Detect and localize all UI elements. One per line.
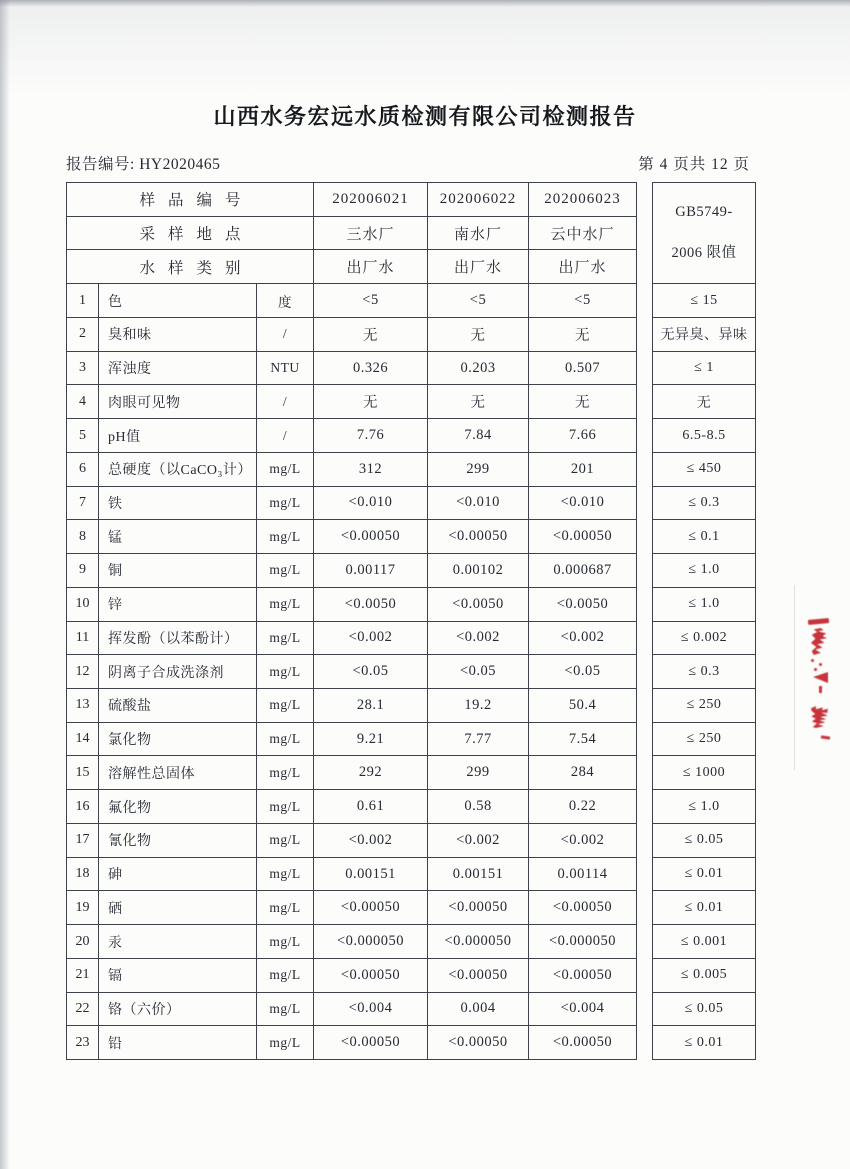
unit-cell: mg/L (257, 689, 314, 723)
parameter-name-cell: 氟化物 (99, 790, 257, 824)
row-number-cell: 19 (67, 891, 99, 925)
limit-value-cell: ≤ 0.1 (653, 520, 756, 554)
result-value-cell: 0.61 (314, 790, 428, 824)
row-number-cell: 15 (67, 756, 99, 790)
limit-value-cell: ≤ 0.01 (653, 858, 756, 892)
result-value-cell: <0.0050 (314, 588, 428, 622)
parameter-name-cell: 镉 (99, 959, 257, 993)
result-value-cell: 无 (314, 318, 428, 352)
limit-value-cell: 无异臭、异味 (653, 318, 756, 352)
result-value-cell: 0.22 (529, 790, 637, 824)
result-value-cell: <0.010 (529, 487, 637, 521)
result-value-cell: <0.000050 (529, 925, 637, 959)
parameter-name-cell: 汞 (99, 925, 257, 959)
parameter-name-cell: 砷 (99, 858, 257, 892)
result-value-cell: <0.00050 (428, 1026, 529, 1060)
parameter-name-cell: 肉眼可见物 (99, 385, 257, 419)
row-number-cell: 5 (67, 419, 99, 453)
page-indicator: 第 4 页共 12 页 (638, 156, 750, 173)
result-value-cell: 0.00151 (428, 858, 529, 892)
unit-cell: mg/L (257, 756, 314, 790)
result-value-cell: <5 (428, 284, 529, 318)
header-sample-cell: 三水厂 (314, 217, 428, 251)
limit-value-cell: ≤ 0.3 (653, 487, 756, 521)
parameter-name-cell: 铜 (99, 554, 257, 588)
result-value-cell: <0.002 (428, 622, 529, 656)
header-sample-cell: 云中水厂 (529, 217, 637, 251)
result-value-cell: 0.00151 (314, 858, 428, 892)
row-number-cell: 14 (67, 723, 99, 757)
result-value-cell: <0.00050 (529, 959, 637, 993)
result-value-cell: 0.00102 (428, 554, 529, 588)
row-number-cell: 22 (67, 993, 99, 1027)
row-number-cell: 21 (67, 959, 99, 993)
row-number-cell: 2 (67, 318, 99, 352)
report-meta-row (66, 152, 765, 174)
limit-value-cell: ≤ 0.3 (653, 655, 756, 689)
limit-value-cell: ≤ 450 (653, 453, 756, 487)
result-value-cell: 7.54 (529, 723, 637, 757)
unit-cell: mg/L (257, 622, 314, 656)
scan-crease-line (794, 585, 795, 770)
parameter-name-cell: 锌 (99, 588, 257, 622)
result-value-cell: <0.00050 (314, 959, 428, 993)
unit-cell: mg/L (257, 959, 314, 993)
row-number-cell: 16 (67, 790, 99, 824)
limit-value-cell: ≤ 1.0 (653, 790, 756, 824)
result-value-cell: <0.002 (529, 824, 637, 858)
result-value-cell: 299 (428, 756, 529, 790)
result-value-cell: <0.004 (314, 993, 428, 1027)
result-value-cell: <0.00050 (314, 520, 428, 554)
unit-cell: mg/L (257, 1026, 314, 1060)
limit-value-cell: ≤ 0.005 (653, 959, 756, 993)
result-value-cell: <0.002 (428, 824, 529, 858)
result-value-cell: 284 (529, 756, 637, 790)
result-value-cell: <0.000050 (314, 925, 428, 959)
parameter-name-cell: 浑浊度 (99, 352, 257, 386)
result-value-cell: 0.326 (314, 352, 428, 386)
parameter-name-cell: 色 (99, 284, 257, 318)
result-value-cell: <0.004 (529, 993, 637, 1027)
unit-cell: mg/L (257, 858, 314, 892)
header-row-label: 采样地点 (67, 217, 314, 251)
report-number-label: 报告编号: (66, 156, 135, 173)
result-value-cell: 7.76 (314, 419, 428, 453)
parameter-name-cell: 臭和味 (99, 318, 257, 352)
unit-cell: mg/L (257, 588, 314, 622)
result-value-cell: <0.010 (314, 487, 428, 521)
red-stamp-fragment (811, 659, 814, 662)
limit-header-line1: GB5749- (675, 203, 733, 220)
red-stamp-fragments (803, 612, 835, 757)
unit-cell: mg/L (257, 993, 314, 1027)
limit-value-cell: ≤ 1000 (653, 756, 756, 790)
parameter-name-cell: 挥发酚（以苯酚计） (99, 622, 257, 656)
red-stamp-fragment (813, 672, 828, 683)
unit-cell: mg/L (257, 554, 314, 588)
result-value-cell: 无 (428, 385, 529, 419)
limit-value-cell: ≤ 0.002 (653, 622, 756, 656)
limit-value-cell: ≤ 1 (653, 352, 756, 386)
result-value-cell: 无 (529, 385, 637, 419)
result-value-cell: 299 (428, 453, 529, 487)
unit-cell: mg/L (257, 655, 314, 689)
result-value-cell: 无 (529, 318, 637, 352)
scan-edge-shadow-left (0, 0, 10, 1169)
header-row-label: 样品编号 (67, 183, 314, 217)
scan-haze (0, 0, 850, 95)
result-value-cell: <0.00050 (529, 520, 637, 554)
result-value-cell: 0.000687 (529, 554, 637, 588)
limit-value-cell: ≤ 1.0 (653, 554, 756, 588)
result-value-cell: 292 (314, 756, 428, 790)
header-sample-cell: 202006022 (428, 183, 529, 217)
result-value-cell: 9.21 (314, 723, 428, 757)
result-value-cell: <0.00050 (529, 891, 637, 925)
parameter-name-cell: 铬（六价） (99, 993, 257, 1027)
limit-value-cell: ≤ 250 (653, 723, 756, 757)
result-value-cell: 0.203 (428, 352, 529, 386)
limit-value-cell: ≤ 0.05 (653, 993, 756, 1027)
row-number-cell: 6 (67, 453, 99, 487)
result-value-cell: 0.004 (428, 993, 529, 1027)
row-number-cell: 12 (67, 655, 99, 689)
result-value-cell: <0.0050 (529, 588, 637, 622)
parameter-name-cell: 硒 (99, 891, 257, 925)
result-value-cell: 312 (314, 453, 428, 487)
parameter-name-cell: pH值 (99, 419, 257, 453)
red-stamp-fragment (808, 618, 829, 625)
result-value-cell: <0.002 (314, 824, 428, 858)
parameter-name-cell: 铁 (99, 487, 257, 521)
row-number-cell: 17 (67, 824, 99, 858)
report-title: 山西水务宏远水质检测有限公司检测报告 (213, 104, 637, 129)
result-value-cell: 7.77 (428, 723, 529, 757)
header-sample-cell: 202006023 (529, 183, 637, 217)
limit-value-cell: ≤ 1.0 (653, 588, 756, 622)
parameter-name-cell: 铅 (99, 1026, 257, 1060)
result-value-cell: 无 (428, 318, 529, 352)
unit-cell: NTU (257, 352, 314, 386)
limit-value-cell: ≤ 0.05 (653, 824, 756, 858)
results-table-wrap (66, 182, 850, 1060)
unit-cell: mg/L (257, 723, 314, 757)
limit-value-cell: 6.5-8.5 (653, 419, 756, 453)
result-value-cell: 19.2 (428, 689, 529, 723)
result-value-cell: <0.00050 (314, 891, 428, 925)
unit-cell: mg/L (257, 487, 314, 521)
result-value-cell: <0.0050 (428, 588, 529, 622)
limit-value-cell: ≤ 15 (653, 284, 756, 318)
header-sample-cell: 出厂水 (529, 250, 637, 284)
result-value-cell: <0.002 (529, 622, 637, 656)
red-stamp-fragment (821, 735, 830, 739)
unit-cell: mg/L (257, 790, 314, 824)
row-number-cell: 10 (67, 588, 99, 622)
result-value-cell: 28.1 (314, 689, 428, 723)
limit-table (652, 182, 756, 1060)
result-value-cell: 0.507 (529, 352, 637, 386)
header-sample-cell: 出厂水 (314, 250, 428, 284)
limit-header-cell (653, 183, 756, 284)
result-value-cell: <5 (314, 284, 428, 318)
red-stamp-fragment (810, 628, 828, 655)
result-value-cell: <0.010 (428, 487, 529, 521)
parameter-name-cell: 硫酸盐 (99, 689, 257, 723)
row-number-cell: 8 (67, 520, 99, 554)
unit-cell: 度 (257, 284, 314, 318)
header-sample-cell: 202006021 (314, 183, 428, 217)
row-number-cell: 18 (67, 858, 99, 892)
result-value-cell: 7.66 (529, 419, 637, 453)
result-value-cell: <0.00050 (428, 891, 529, 925)
row-number-cell: 9 (67, 554, 99, 588)
header-sample-cell: 出厂水 (428, 250, 529, 284)
result-value-cell: <0.00050 (428, 520, 529, 554)
report-number (66, 152, 220, 174)
row-number-cell: 7 (67, 487, 99, 521)
row-number-cell: 23 (67, 1026, 99, 1060)
limit-value-cell: ≤ 0.01 (653, 1026, 756, 1060)
result-value-cell: <0.00050 (529, 1026, 637, 1060)
report-number-value: HY2020465 (139, 156, 221, 173)
unit-cell: mg/L (257, 453, 314, 487)
row-number-cell: 3 (67, 352, 99, 386)
unit-cell: / (257, 385, 314, 419)
parameter-name-cell: 阴离子合成洗涤剂 (99, 655, 257, 689)
row-number-cell: 1 (67, 284, 99, 318)
parameter-name-cell: 锰 (99, 520, 257, 554)
unit-cell: mg/L (257, 824, 314, 858)
limit-value-cell: 无 (653, 385, 756, 419)
result-value-cell: 0.00117 (314, 554, 428, 588)
result-value-cell: 0.58 (428, 790, 529, 824)
limit-value-cell: ≤ 250 (653, 689, 756, 723)
result-value-cell: <0.002 (314, 622, 428, 656)
row-number-cell: 20 (67, 925, 99, 959)
result-value-cell: 7.84 (428, 419, 529, 453)
parameter-name-cell: 溶解性总固体 (99, 756, 257, 790)
unit-cell: / (257, 419, 314, 453)
result-value-cell: <0.00050 (314, 1026, 428, 1060)
result-value-cell: 50.4 (529, 689, 637, 723)
unit-cell: / (257, 318, 314, 352)
header-row-label: 水样类别 (67, 250, 314, 284)
limit-value-cell: ≤ 0.01 (653, 891, 756, 925)
row-number-cell: 11 (67, 622, 99, 656)
header-sample-cell: 南水厂 (428, 217, 529, 251)
result-value-cell: <0.05 (314, 655, 428, 689)
result-value-cell: <0.00050 (428, 959, 529, 993)
unit-cell: mg/L (257, 925, 314, 959)
result-value-cell: 无 (314, 385, 428, 419)
limit-value-cell: ≤ 0.001 (653, 925, 756, 959)
result-value-cell: 0.00114 (529, 858, 637, 892)
parameter-name-cell: 氯化物 (99, 723, 257, 757)
unit-cell: mg/L (257, 891, 314, 925)
result-value-cell: <5 (529, 284, 637, 318)
main-table (66, 182, 637, 1060)
parameter-name-cell: 总硬度（以CaCO₃计） (99, 453, 257, 487)
parameter-name-cell: 氰化物 (99, 824, 257, 858)
limit-header-line2: 2006 限值 (671, 245, 737, 262)
unit-cell: mg/L (257, 520, 314, 554)
result-value-cell: <0.05 (529, 655, 637, 689)
result-value-cell: 201 (529, 453, 637, 487)
row-number-cell: 13 (67, 689, 99, 723)
result-value-cell: <0.000050 (428, 925, 529, 959)
red-stamp-fragment (811, 706, 828, 729)
result-value-cell: <0.05 (428, 655, 529, 689)
row-number-cell: 4 (67, 385, 99, 419)
red-stamp-fragment (819, 686, 822, 693)
